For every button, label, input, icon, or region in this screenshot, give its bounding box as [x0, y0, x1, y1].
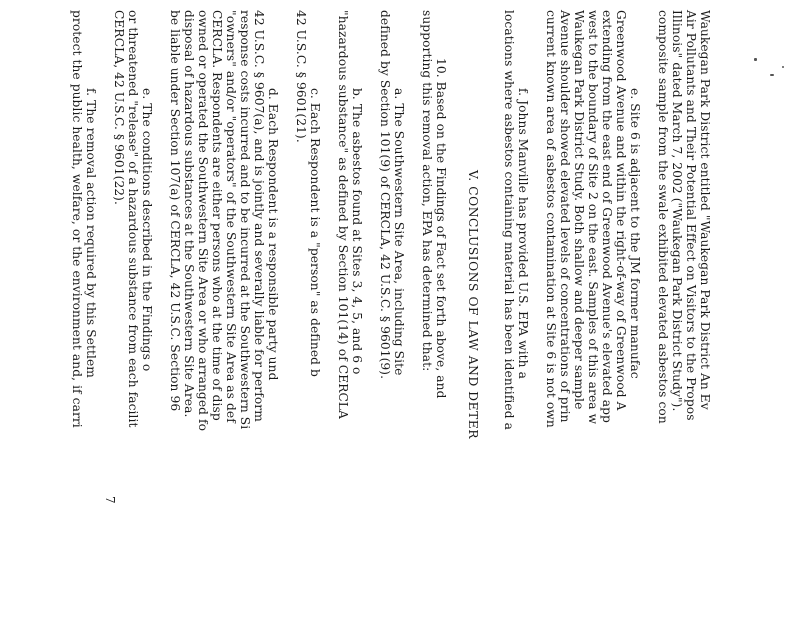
text-line: be liable under Section 107(a) of CERCLA, 42 U.S.C. Section 96: [168, 10, 182, 412]
text-line: 42 U.S.C. § 9607(a), and is jointly and severally liable for perform: [252, 10, 266, 422]
scan-speck: [770, 74, 774, 76]
text-line: "owners" and/or "operators" of the Southwestern Site Area as def: [224, 10, 238, 423]
text-line: Waukegan Park District entitled "Waukegan Park District An Ev: [698, 10, 712, 410]
text-line: west to the boundary of Site 2 on the east. Samples of this area w: [586, 10, 600, 425]
text-line: CERCLA, 42 U.S.C. § 9601(22).: [112, 10, 126, 205]
text-line: response costs incurred and to be incurred at the Southwestern Si: [238, 10, 252, 430]
text-line: CERCLA. Respondents are either persons who at the time of disp: [210, 10, 224, 421]
scan-speck: [754, 58, 757, 61]
text-line: supporting this removal action, EPA has determined that:: [420, 10, 434, 372]
paragraph-f-start: f. Johns Manville has provided U.S. EPA with a: [516, 88, 530, 379]
text-line: Waukegan Park District Study. Both shallow and deeper sample: [572, 10, 586, 410]
paragraph-b-start: b. The asbestos found at Sites 3, 4, 5, and 6 o: [350, 88, 364, 375]
text-line: composite sample from the swale exhibited elevated asbestos con: [656, 10, 670, 424]
text-line: current known area of asbestos contamination at Site 6 is not own: [544, 10, 558, 428]
paragraph-e2-start: e. The conditions described in the Findings o: [140, 88, 154, 372]
text-line: "hazardous substance" as defined by Section 101(14) of CERCLA: [336, 10, 350, 419]
paragraph-d-start: d. Each Respondent is a responsible party und: [266, 88, 280, 381]
text-line: defined by Section 101(9) of CERCLA, 42 U.S.C. § 9601(9).: [378, 10, 392, 380]
text-line: protect the public health, welfare, or the environment and, if carri: [70, 10, 84, 428]
text-line: Avenue shoulder showed elevated levels of concentrations of prin: [558, 10, 572, 423]
page-number: 7: [103, 496, 117, 504]
text-line: locations where asbestos containing material has been identified a: [502, 10, 516, 430]
text-line: Illinois" dated March 7, 2002 ("Waukegan Park District Study").: [670, 10, 684, 412]
text-line: Greenwood Avenue and within the right-of-way of Greenwood A: [614, 10, 628, 411]
text-line: extending from the east end of Greenwood Avenue's elevated app: [600, 10, 614, 423]
text-line: disposal of hazardous substances at the Southwestern Site Area.: [182, 10, 196, 418]
paragraph-f2-start: f. The removal action required by this Settlem: [84, 88, 98, 378]
text-line: Air Pollutants and Their Potential Effect on Visitors to the Propos: [684, 10, 698, 421]
paragraph-a-start: a. The Southwestern Site Area, including Site: [392, 88, 406, 376]
rotated-document-text: [70, 10, 712, 618]
section-heading: V. CONCLUSIONS OF LAW AND DETER: [466, 170, 480, 440]
paragraph-e-start: e. Site 6 is adjacent to the JM former manufac: [628, 88, 642, 379]
text-line: 42 U.S.C. § 9601(21).: [294, 10, 308, 143]
paragraph-10-start: 10. Based on the Findings of Fact set forth above, and: [434, 58, 448, 399]
scan-speck: [782, 66, 784, 68]
text-line: owned or operated the Southwestern Site Area or who arranged fo: [196, 10, 210, 432]
text-line: or threatened "release" of a hazardous substance from each facilit: [126, 10, 140, 428]
paragraph-c-start: c. Each Respondent is a "person" as defined b: [308, 88, 322, 377]
